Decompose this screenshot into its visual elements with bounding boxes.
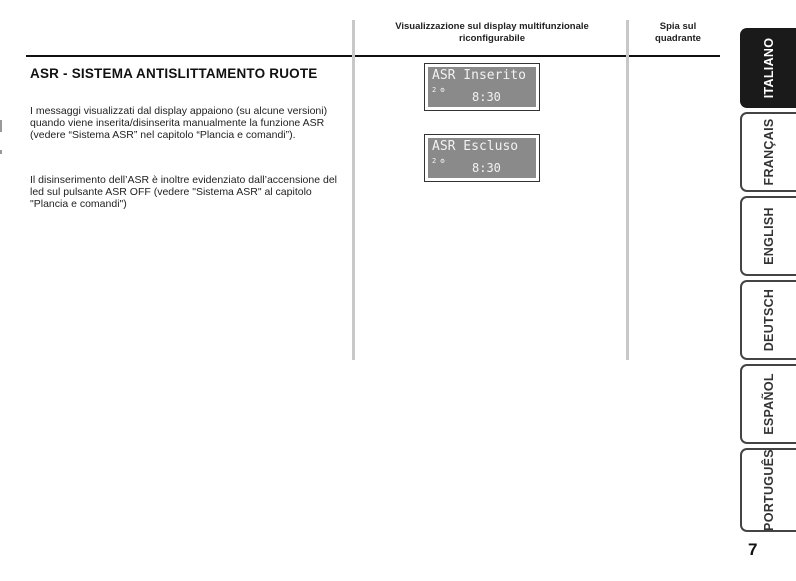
tab-english[interactable] <box>740 196 796 276</box>
margin-mark <box>0 120 2 132</box>
clock-time: 8:30 <box>472 161 501 175</box>
display-asr-off <box>424 134 540 182</box>
display-message: ASR Inserito <box>432 68 526 83</box>
section-title: ASR - SISTEMA ANTISLITTAMENTO RUOTE <box>30 66 318 81</box>
clock-time: 8:30 <box>472 90 501 104</box>
tab-deutsch[interactable] <box>740 280 796 360</box>
tab-label: DEUTSCH <box>762 288 776 352</box>
lcd-screen <box>428 138 536 178</box>
margin-mark <box>0 150 2 154</box>
column-divider <box>626 20 629 360</box>
page-number: 7 <box>748 540 758 559</box>
description-paragraph: Il disinserimento dell’ASR è inoltre evidenziato dall’accensione del led sul pulsante ASR OFF (vedere "Sistema ASR" al capitolo "Plancia e comandi") <box>30 174 338 210</box>
tab-label: ESPAÑOL <box>762 373 776 435</box>
tab-francais[interactable] <box>740 112 796 192</box>
display-asr-on <box>424 63 540 111</box>
tab-espanol[interactable] <box>740 364 796 444</box>
tab-label: ITALIANO <box>762 37 776 99</box>
warning-light-column-header: Spia sul quadrante <box>655 21 701 44</box>
header-rule <box>26 55 720 57</box>
tab-portugues[interactable] <box>740 448 796 532</box>
gear-indicator: 2 ⚙ <box>432 157 445 165</box>
display-column-header: Visualizzazione sul display multifunzionale riconfigurabile <box>395 21 589 44</box>
column-divider <box>352 20 355 360</box>
description-paragraph: I messaggi visualizzati dal display appaiono (su alcune versioni) quando viene inserita/disinserita manualmente la funzione ASR (vedere “Sistema ASR” nel capitolo “Plancia e comandi”). <box>30 105 328 141</box>
tab-label: FRANÇAIS <box>762 118 776 186</box>
lcd-screen <box>428 67 536 107</box>
tab-label: ENGLISH <box>762 207 776 265</box>
gear-indicator: 2 ⚙ <box>432 86 445 94</box>
display-message: ASR Escluso <box>432 139 519 154</box>
tab-label: PORTUGUÊS <box>762 449 776 531</box>
tab-italiano[interactable] <box>740 28 796 108</box>
